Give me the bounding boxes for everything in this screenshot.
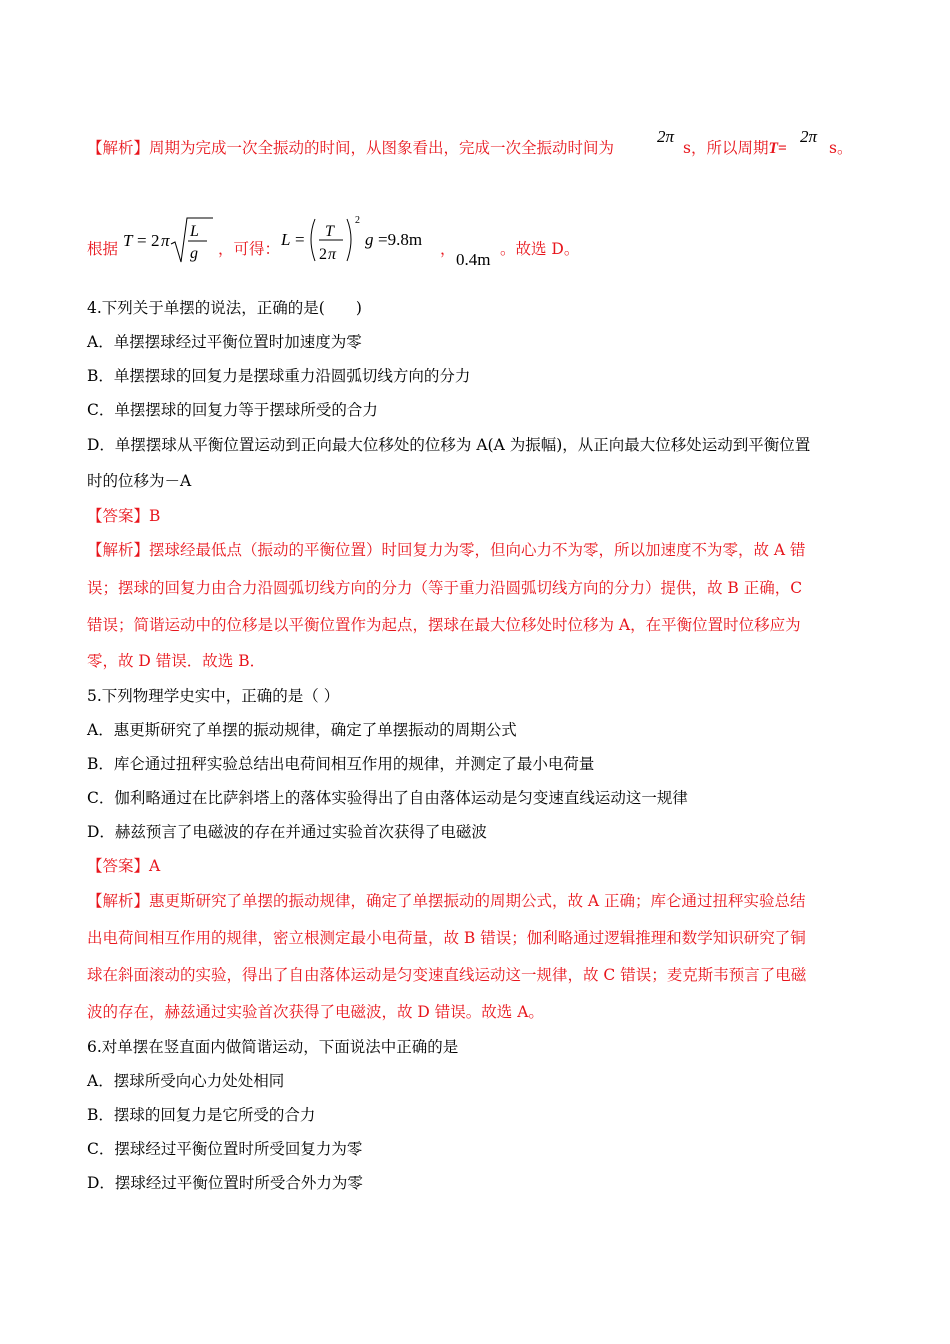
q6-option-b: B．摆球的回复力是它所受的合力 [87, 1106, 316, 1124]
q5-option-b: B．库仑通过扭秤实验总结出电荷间相互作用的规律，并测定了最小电荷量 [87, 755, 595, 773]
svg-text:=: = [137, 231, 147, 250]
period-value-1: 2π [657, 127, 675, 146]
q6-option-a: A．摆球所受向心力处处相同 [87, 1072, 285, 1090]
q5-analysis-line-2: 出电荷间相互作用的规律，密立根测定最小电荷量，故 B 错误；伽利略通过逻辑推理和数学知识研究了铜 [87, 929, 806, 947]
q5-option-c: C．伽利略通过在比萨斜塔上的落体实验得出了自由落体运动是匀变速直线运动这一规律 [87, 789, 688, 807]
q4-option-d-line-2: 时的位移为－A [87, 472, 192, 490]
length-value: 0.4m [456, 250, 491, 269]
q4-option-a: A．单摆摆球经过平衡位置时加速度为零 [87, 333, 362, 351]
formula-period [121, 214, 221, 270]
q4-analysis-line-1: 【解析】摆球经最低点（振动的平衡位置）时回复力为零，但向心力不为零，所以加速度不为零，故 A 错 [87, 541, 806, 559]
q5-analysis-line-1: 【解析】惠更斯研究了单摆的振动规律，确定了单摆振动的周期公式，故 A 正确；库仑通过扭秤实验总结 [87, 892, 806, 910]
q4-analysis-line-2: 误；摆球的回复力由合力沿圆弧切线方向的分力（等于重力沿圆弧切线方向的分力）提供，故 B 正确，C [87, 579, 803, 597]
formula-length [281, 211, 441, 271]
prev-analysis-unit: s。 [829, 139, 853, 157]
formula-length-svg [281, 211, 441, 267]
svg-text:L: L [190, 223, 199, 240]
svg-text:g: g [365, 230, 374, 249]
analysis-text: 周期为完成一次全振动的时间，从图象看出，完成一次全振动时间为 [149, 139, 615, 157]
prev-analysis-line-2-prefix: 根据 [87, 240, 119, 258]
svg-text:=9.8m: =9.8m [378, 230, 423, 249]
svg-text:T: T [123, 231, 133, 250]
prev-analysis-end: 。故选 D。 [500, 240, 580, 258]
q4-stem: 4.下列关于单摆的说法，正确的是( ) [87, 299, 362, 317]
svg-text:g: g [190, 245, 198, 262]
svg-text:π: π [161, 231, 170, 250]
q6-option-c: C．摆球经过平衡位置时所受回复力为零 [87, 1140, 363, 1158]
period-value-2: 2π [800, 127, 818, 146]
svg-text:L: L [281, 230, 291, 249]
prev-analysis-comma: ， [440, 240, 456, 258]
prev-analysis-mid: ，可得： [218, 240, 281, 258]
svg-text:T: T [325, 223, 334, 240]
q4-analysis-line-4: 零，故 D 错误．故选 B． [87, 652, 266, 670]
formula-period-svg [121, 214, 221, 266]
q4-answer: 【答案】B [87, 507, 161, 525]
q4-option-c: C．单摆摆球的回复力等于摆球所受的合力 [87, 401, 378, 419]
q5-option-a: A．惠更斯研究了单摆的振动规律，确定了单摆振动的周期公式 [87, 721, 517, 739]
q4-analysis-line-3: 错误；简谐运动中的位移是以平衡位置作为起点，摆球在最大位移处时位移为 A，在平衡位置时位移应为 [87, 616, 801, 634]
prev-analysis-line-1b: s，所以周期T= [683, 139, 787, 157]
q5-option-d: D．赫兹预言了电磁波的存在并通过实验首次获得了电磁波 [87, 823, 487, 841]
svg-text:2: 2 [319, 246, 327, 263]
q6-option-d: D．摆球经过平衡位置时所受合外力为零 [87, 1174, 363, 1192]
q5-analysis-line-4: 波的存在，赫兹通过实验首次获得了电磁波，故 D 错误。故选 A。 [87, 1003, 544, 1021]
svg-text:=: = [295, 230, 305, 249]
q5-answer: 【答案】A [87, 857, 161, 875]
svg-text:2: 2 [151, 231, 160, 250]
q5-analysis-line-3: 球在斜面滚动的实验，得出了自由落体运动是匀变速直线运动这一规律，故 C 错误；麦克斯韦预言了电磁 [87, 966, 807, 984]
q4-option-d-line-1: D．单摆摆球从平衡位置运动到正向最大位移处的位移为 A(A 为振幅)，从正向最大位移处运动到平衡位置 [87, 436, 811, 454]
q5-stem: 5.下列物理学史实中，正确的是（ ） [87, 687, 340, 705]
q6-stem: 6.对单摆在竖直面内做简谐运动，下面说法中正确的是 [87, 1038, 459, 1056]
analysis-tag: 【解析】 [87, 139, 150, 157]
svg-text:2: 2 [355, 215, 360, 226]
q4-option-b: B．单摆摆球的回复力是摆球重力沿圆弧切线方向的分力 [87, 367, 471, 385]
svg-text:π: π [328, 246, 337, 263]
